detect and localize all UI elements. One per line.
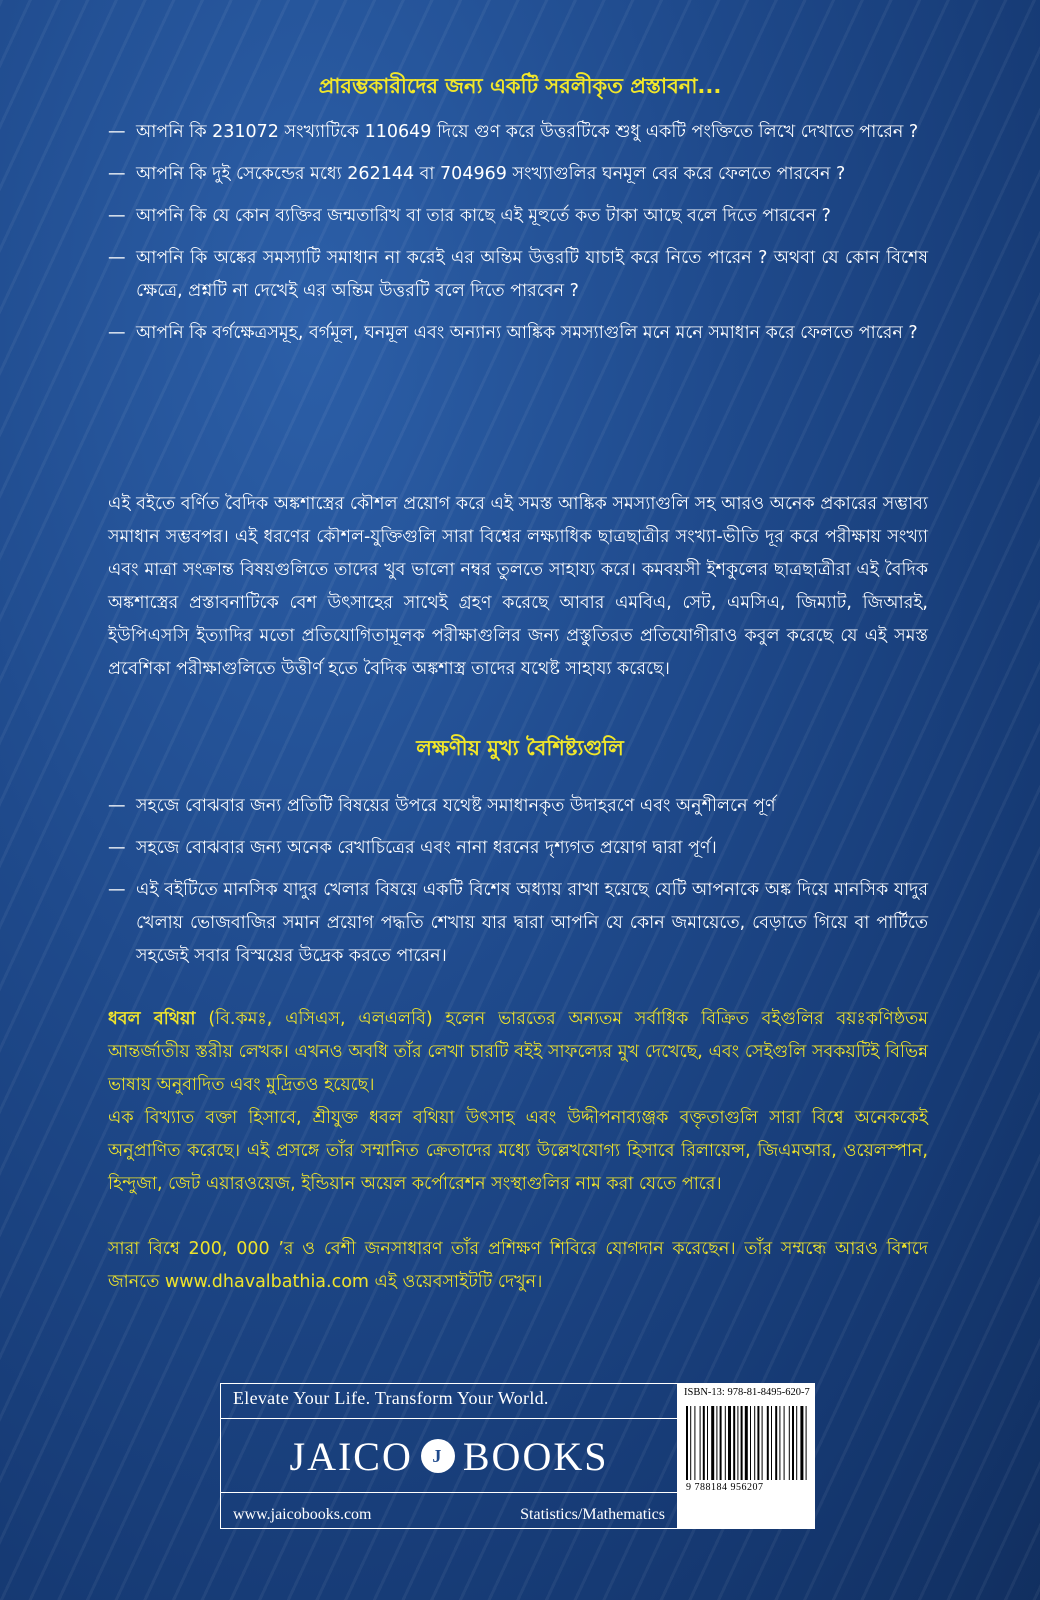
list-item xyxy=(108,116,928,149)
publisher-box xyxy=(220,1383,815,1529)
brand-right: BOOKS xyxy=(462,1433,609,1479)
dash-bullet: — xyxy=(108,323,126,343)
dash-bullet: — xyxy=(108,838,126,858)
publisher-panel xyxy=(221,1384,678,1528)
list-item xyxy=(108,790,928,823)
publisher-tagline: Elevate Your Life. Transform Your World. xyxy=(233,1388,549,1408)
intro-paragraph: এই বইতে বর্ণিত বৈদিক অঙ্কশাস্ত্রের কৌশল প্রয়োগ করে এই সমস্ত আঙ্কিক সমস্যাগুলি সহ আরও অনেক প্রকারের সম্ভাব্য সমাধান সম্ভবপর। এই ধরণের কৌশল-যুক্তিগুলি সারা বিশ্বের লক্ষ্যাধিক ছাত্রছাত্রীর সংখ্যা-ভীতি দূর করে পরীক্ষায় সংখ্যা এবং মাত্রা সংক্রান্ত বিষয়গুলিতে তাদের খুব ভালো নম্বর তুলতে সাহায্য করে। কমবয়সী ইশকুলের ছাত্রছাত্রীরা এই বৈদিক অঙ্কশাস্ত্রের প্রস্তাবনাটিকে বেশ উৎসাহের সাথেই গ্রহণ করেছে আবার এমবিএ, সেট, এমসিএ, জিম্যাট, জিআরই, ইউপিএসসি ইত্যাদির মতো প্রতিযোগিতামূলক পরীক্ষাগুলির জন্য প্রস্তুতিরত প্রতিযোগীরাও কবুল করেছে যে এই সমস্ত প্রবেশিকা পরীক্ষাগুলিতে উত্তীর্ণ হতে বৈদিক অঙ্কশাস্ত্র তাদের যথেষ্ট সাহায্য করেছে। xyxy=(108,494,928,679)
dash-bullet: — xyxy=(108,796,126,816)
dash-bullet: — xyxy=(108,880,126,900)
brand-left: JAICO xyxy=(289,1433,413,1479)
barcode-icon xyxy=(684,1406,808,1480)
jaico-logo-icon: J xyxy=(421,1439,455,1473)
dash-bullet: — xyxy=(108,206,126,226)
author-bio-2: এক বিখ্যাত বক্তা হিসাবে, শ্রীযুক্ত ধবল বথিয়া উৎসাহ এবং উদ্দীপনাব্যঞ্জক বক্তৃতাগুলি সারা বিশ্বে অনেককেই অনুপ্রাণিত করেছে। এই প্রসঙ্গে তাঁর সম্মানিত ক্রেতাদের মধ্যে উল্লেখযোগ্য হিসাবে রিলায়েন্স, জিএমআর, ওয়েলস্পান, হিন্দুজা, জেট এয়ারওয়েজ, ইন্ডিয়ান অয়েল কর্পোরেশন সংস্থাগুলির নাম করা যেতে পারে। xyxy=(108,1108,928,1194)
feature-text: সহজে বোঝবার জন্য প্রতিটি বিষয়ের উপরে যথেষ্ট সমাধানকৃত উদাহরণে এবং অনুশীলনে পূর্ণ xyxy=(136,796,776,816)
list-item xyxy=(108,874,928,973)
author-bio xyxy=(108,1003,928,1102)
isbn-label: ISBN-13: 978-81-8495-620-7 xyxy=(684,1387,810,1398)
barcode-panel xyxy=(678,1384,814,1528)
question-text: আপনি কি বর্গক্ষেত্রসমূহ, বর্গমূল, ঘনমূল এবং অন্যান্য আঙ্কিক সমস্যাগুলি মনে মনে সমাধান করে ফেলতে পারেন ? xyxy=(136,323,918,343)
feature-text: সহজে বোঝবার জন্য অনেক রেখাচিত্রের এবং নানা ধরনের দৃশ্যগত প্রয়োগ দ্বারা পূর্ণ। xyxy=(136,838,717,858)
divider xyxy=(221,1492,677,1493)
list-item xyxy=(108,832,928,865)
dash-bullet: — xyxy=(108,248,126,268)
list-item xyxy=(108,317,928,350)
author-bio-3: সারা বিশ্বে 200, 000 ’র ও বেশী জনসাধারণ তাঁর প্রশিক্ষণ শিবিরে যোগদান করেছেন। তাঁর সম্মন্ধে আরও বিশদে জানতে www.dhavalbathia.com এই ওয়েবসাইটটি দেখুন। xyxy=(108,1239,928,1292)
publisher-logo xyxy=(221,1424,677,1488)
list-item xyxy=(108,158,928,191)
list-item xyxy=(108,242,928,308)
question-text: আপনি কি যে কোন ব্যক্তির জন্মতারিখ বা তার কাছে এই মূহুর্তে কত টাকা আছে বলে দিতে পারবেন ? xyxy=(136,206,831,226)
question-text: আপনি কি অঙ্কের সমস্যাটি সমাধান না করেই এর অন্তিম উত্তরটি যাচাই করে নিতে পারেন ? অথবা যে কোন বিশেষ ক্ষেত্রে, প্রশ্নটি না দেখেই এর অন্তিম উত্তরটি বলে দিতে পারবেন ? xyxy=(136,248,928,301)
feature-text: এই বইটিতে মানসিক যাদুর খেলার বিষয়ে একটি বিশেষ অধ্যায় রাখা হয়েছে যেটি আপনাকে অঙ্ক দিয়ে মানসিক যাদুর খেলায় ভোজবাজির সমান প্রয়োগ পদ্ধতি শেখায় যার দ্বারা আপনি যে কোন জমায়েতে, বেড়াতে গিয়ে বা পার্টিতে সহজেই সবার বিস্ময়ের উদ্রেক করতে পারেন। xyxy=(136,880,928,966)
divider xyxy=(221,1418,677,1419)
feature-list xyxy=(108,790,928,982)
author-bio-1: (বি.কমঃ, এসিএস, এলএলবি) হলেন ভারতের অন্যতম সর্বাধিক বিক্রিত বইগুলির বয়ঃকণিষ্ঠতম আন্তর্জাতীয় স্তরীয় লেখক। এখনও অবধি তাঁর লেখা চারটি বইই সাফল্যের মুখ দেখেছে, এবং সেইগুলি সবকয়টিই বিভিন্ন ভাষায় অনুবাদিত এবং মুদ্রিতও হয়েছে। xyxy=(108,1009,928,1095)
dash-bullet: — xyxy=(108,122,126,142)
dash-bullet: — xyxy=(108,164,126,184)
question-text: আপনি কি 231072 সংখ্যাটিকে 110649 দিয়ে গুণ করে উত্তরটিকে শুধু একটি পংক্তিতে লিখে দেখাতে পারেন ? xyxy=(136,122,919,142)
question-list xyxy=(108,116,928,359)
intro-heading: প্রারম্ভকারীদের জন্য একটি সরলীকৃত প্রস্তাবনা... xyxy=(318,74,722,98)
book-category: Statistics/Mathematics xyxy=(520,1506,665,1523)
publisher-website: www.jaicobooks.com xyxy=(233,1506,372,1523)
barcode-number: 9 788184 956207 xyxy=(686,1482,764,1493)
features-heading: লক্ষণীয় মুখ্য বৈশিষ্ট্যগুলি xyxy=(416,736,624,760)
author-name: ধবল বথিয়া xyxy=(108,1009,196,1029)
list-item xyxy=(108,200,928,233)
question-text: আপনি কি দুই সেকেন্ডের মধ্যে 262144 বা 704969 সংখ্যাগুলির ঘনমূল বের করে ফেলতে পারবেন ? xyxy=(136,164,846,184)
